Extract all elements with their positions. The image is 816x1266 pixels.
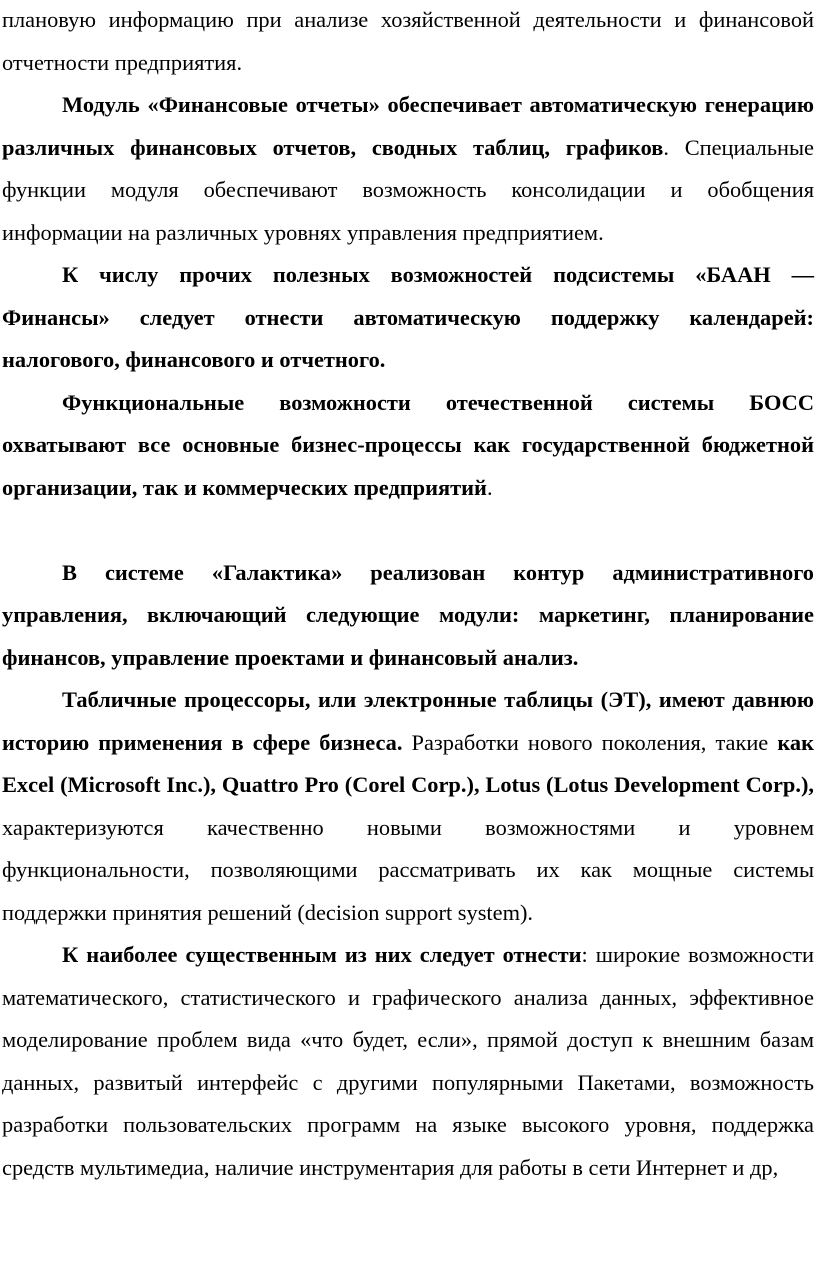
text-run: плановую информацию при анализе хозяйственной деятельности и финансовой отчетности предприятия. (2, 7, 814, 75)
text-run: : широкие возможности математического, статистического и графического анализа данных, эффективное моделирование проблем вида «что будет, если», прямой доступ к внешним базам данных, развитый интерфейс с другими популярными Пакетами, возможность разработки пользовательских программ на языке высокого уровня, поддержка средств мультимедиа, наличие инструментария для работы в сети Интернет и др, (2, 942, 814, 1180)
paragraph-1 (2, 0, 814, 84)
paragraph-3 (2, 254, 814, 382)
bold-run: как Excel (Microsoft Inc.), Quattro Pro (Corel Corp.), Lotus (Lotus Development Corp.), (2, 729, 814, 797)
paragraph-7 (2, 934, 814, 1189)
blank-line (2, 509, 814, 552)
text-run: характеризуются качественно новыми возможностями и уровнем функциональности, позволяющими рассматривать их как мощные системы поддержки принятия решений (decision support system). (2, 814, 814, 925)
bold-run: К числу прочих полезных возможностей подсистемы «БААН — Финансы» следует отнести автоматическую поддержку календарей: налогового, финансового и отчетного. (2, 262, 814, 372)
bold-run: К наиболее существенным из них следует отнести (62, 942, 582, 967)
text-run: . Специальные функции модуля обеспечивают возможность консолидации и обобщения информации на различных уровнях управления предприятием. (2, 134, 814, 245)
text-run: . (486, 474, 493, 500)
paragraph-2 (2, 84, 814, 254)
bold-run: В системе «Галактика» реализован контур административного управления, включающий следующие модули: маркетинг, планирование финансов, управление проектами и финансовый анализ. (2, 559, 814, 670)
bold-run: Модуль «Финансовые отчеты» обеспечивает автоматическую генерацию различных финансовых отчетов, сводных таблиц, графиков (2, 92, 814, 160)
paragraph-6 (2, 679, 814, 934)
paragraph-5 (2, 552, 814, 680)
paragraph-4 (2, 382, 814, 510)
bold-run: Табличные процессоры, или электронные таблицы (ЭТ), имеют давнюю историю применения в сфере бизнеса. (2, 687, 814, 755)
text-run: Разработки нового поколения, такие (402, 729, 778, 755)
bold-run: Функциональные возможности отечественной системы БОСС охватывают все основные бизнес-процессы как государственной бюджетной организации, так и коммерческих предприятий (2, 389, 814, 500)
